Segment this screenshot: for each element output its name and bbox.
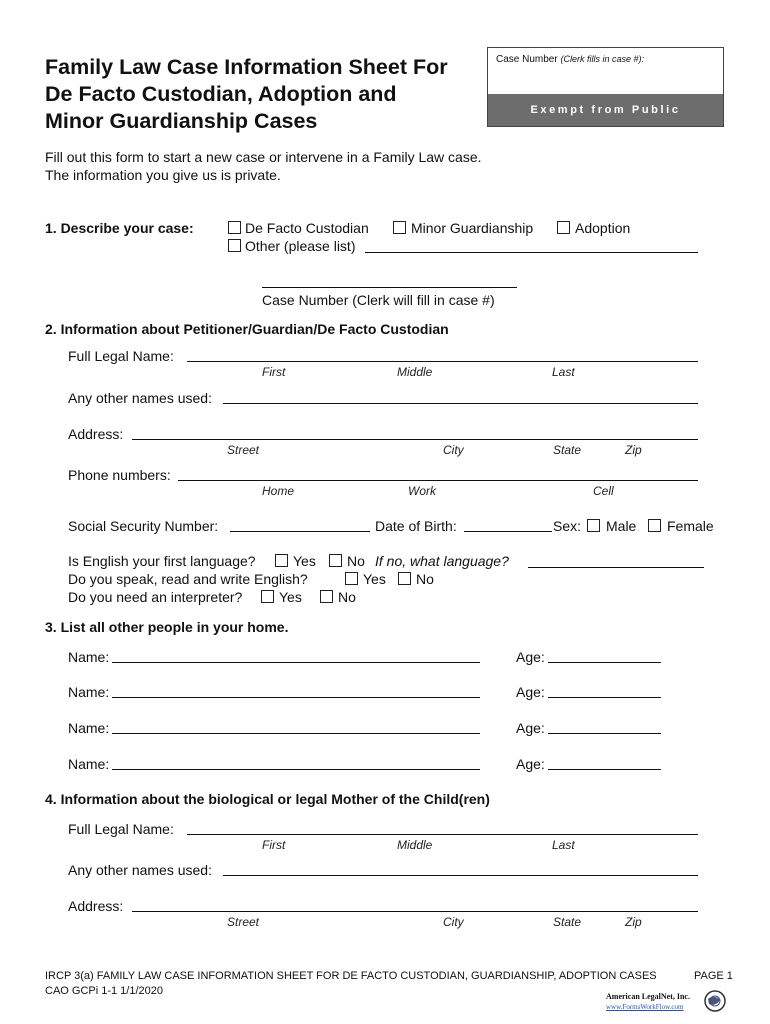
title-line-1: Family Law Case Information Sheet For	[45, 55, 448, 79]
petitioner-address-line[interactable]	[132, 439, 698, 440]
case-number-label: Case Number (Clerk fills in case #):	[496, 54, 645, 65]
case-number-box[interactable]	[487, 47, 724, 148]
dob-line[interactable]	[464, 531, 552, 532]
minor-guardianship-checkbox[interactable]	[393, 221, 406, 234]
male-checkbox[interactable]	[587, 519, 600, 532]
petitioner-state-caption: State	[553, 443, 582, 457]
intro-line-2: The information you give us is private.	[45, 167, 281, 183]
petitioner-zip-caption: Zip	[625, 443, 642, 457]
mother-zip-caption: Zip	[625, 915, 642, 929]
logo-company-name: American LegalNet, Inc.	[606, 992, 690, 1001]
title-line-2: De Facto Custodian, Adoption and	[45, 82, 397, 106]
speak-english-label: Do you speak, read and write English?	[68, 571, 308, 587]
interpreter-yes-label: Yes	[279, 589, 302, 605]
interpreter-no-checkbox[interactable]	[320, 590, 333, 603]
mother-other-names-label: Any other names used:	[68, 862, 212, 878]
logo-url[interactable]: www.FormsWorkFlow.com	[606, 1003, 684, 1011]
english-first-no-checkbox[interactable]	[329, 554, 342, 567]
household-age-line[interactable]	[548, 697, 661, 698]
petitioner-last-caption: Last	[552, 365, 575, 379]
other-input-line[interactable]	[365, 252, 698, 253]
household-age-label: Age:	[516, 756, 545, 772]
petitioner-city-caption: City	[443, 443, 464, 457]
case-number-caption: Case Number (Clerk will fill in case #)	[262, 292, 495, 308]
household-age-line[interactable]	[548, 662, 661, 663]
english-first-yes-checkbox[interactable]	[275, 554, 288, 567]
mother-middle-caption: Middle	[397, 838, 433, 852]
ssn-line[interactable]	[230, 531, 370, 532]
other-label: Other (please list)	[245, 238, 356, 254]
interpreter-yes-checkbox[interactable]	[261, 590, 274, 603]
petitioner-other-names-line[interactable]	[223, 403, 698, 404]
if-no-language-label: If no, what language?	[375, 553, 509, 569]
interpreter-no-label: No	[338, 589, 356, 605]
petitioner-street-caption: Street	[227, 443, 260, 457]
petitioner-full-name-line[interactable]	[187, 361, 698, 362]
speak-english-yes-label: Yes	[363, 571, 386, 587]
petitioner-address-label: Address:	[68, 426, 124, 442]
english-first-no-label: No	[347, 553, 365, 569]
speak-english-no-label: No	[416, 571, 434, 587]
mother-street-caption: Street	[227, 915, 260, 929]
female-label: Female	[667, 518, 714, 534]
minor-guardianship-label: Minor Guardianship	[411, 220, 534, 236]
household-age-line[interactable]	[548, 733, 661, 734]
petitioner-other-names-label: Any other names used:	[68, 390, 212, 406]
household-name-line[interactable]	[112, 733, 480, 734]
household-name-label: Name:	[68, 684, 110, 700]
interpreter-label: Do you need an interpreter?	[68, 589, 243, 605]
household-age-line[interactable]	[548, 769, 661, 770]
exempt-disclosure-band: Exempt from Public Disclosure	[488, 94, 723, 126]
petitioner-full-name-label: Full Legal Name:	[68, 348, 174, 364]
english-first-yes-label: Yes	[293, 553, 316, 569]
mother-other-names-line[interactable]	[223, 875, 698, 876]
petitioner-phone-label: Phone numbers:	[68, 467, 171, 483]
household-name-label: Name:	[68, 756, 110, 772]
household-name-label: Name:	[68, 649, 110, 665]
de-facto-custodian-checkbox[interactable]	[228, 221, 241, 234]
sex-label: Sex:	[553, 518, 582, 534]
mother-state-caption: State	[553, 915, 582, 929]
intro-line-1: Fill out this form to start a new case or intervene in a Family Law case.	[45, 149, 482, 165]
section-3-heading: 3. List all other people in your home.	[45, 619, 289, 635]
phone-work-caption: Work	[408, 484, 436, 498]
dob-label: Date of Birth:	[375, 518, 457, 534]
mother-full-name-label: Full Legal Name:	[68, 821, 174, 837]
petitioner-middle-caption: Middle	[397, 365, 433, 379]
footer-form-code: CAO GCPi 1-1 1/1/2020	[45, 985, 164, 997]
english-first-label: Is English your first language?	[68, 553, 256, 569]
footer-page-number: PAGE 1	[694, 970, 733, 982]
phone-home-caption: Home	[262, 484, 295, 498]
female-checkbox[interactable]	[648, 519, 661, 532]
adoption-label: Adoption	[575, 220, 631, 236]
male-label: Male	[606, 518, 637, 534]
case-number-input-line[interactable]	[262, 287, 517, 288]
footer-form-name: IRCP 3(a) FAMILY LAW CASE INFORMATION SHEET FOR DE FACTO CUSTODIAN, GUARDIANSHIP, ADOPTION CASES	[45, 970, 657, 982]
household-age-label: Age:	[516, 684, 545, 700]
legalnet-logo	[606, 990, 726, 1016]
mother-address-label: Address:	[68, 898, 124, 914]
form-title	[45, 54, 448, 135]
household-name-line[interactable]	[112, 662, 480, 663]
section-1-label: 1. Describe your case:	[45, 220, 194, 236]
other-language-line[interactable]	[528, 567, 704, 568]
household-age-label: Age:	[516, 720, 545, 736]
ssn-label: Social Security Number:	[68, 518, 219, 534]
globe-icon	[704, 990, 726, 1012]
intro-text	[45, 148, 482, 184]
case-number-hint: (Clerk fills in case #):	[560, 54, 645, 64]
title-line-3: Minor Guardianship Cases	[45, 109, 318, 133]
section-2-heading: 2. Information about Petitioner/Guardian/De Facto Custodian	[45, 321, 449, 337]
mother-first-caption: First	[262, 838, 286, 852]
mother-address-line[interactable]	[132, 911, 698, 912]
mother-last-caption: Last	[552, 838, 575, 852]
mother-city-caption: City	[443, 915, 464, 929]
household-name-label: Name:	[68, 720, 110, 736]
household-name-line[interactable]	[112, 697, 480, 698]
household-age-label: Age:	[516, 649, 545, 665]
speak-english-yes-checkbox[interactable]	[345, 572, 358, 585]
other-checkbox[interactable]	[228, 239, 241, 252]
petitioner-phone-line[interactable]	[178, 480, 698, 481]
phone-cell-caption: Cell	[593, 484, 614, 498]
de-facto-custodian-label: De Facto Custodian	[245, 220, 369, 236]
section-4-heading: 4. Information about the biological or legal Mother of the Child(ren)	[45, 791, 490, 807]
petitioner-first-caption: First	[262, 365, 286, 379]
adoption-checkbox[interactable]	[557, 221, 570, 234]
mother-full-name-line[interactable]	[187, 834, 698, 835]
speak-english-no-checkbox[interactable]	[398, 572, 411, 585]
household-name-line[interactable]	[112, 769, 480, 770]
